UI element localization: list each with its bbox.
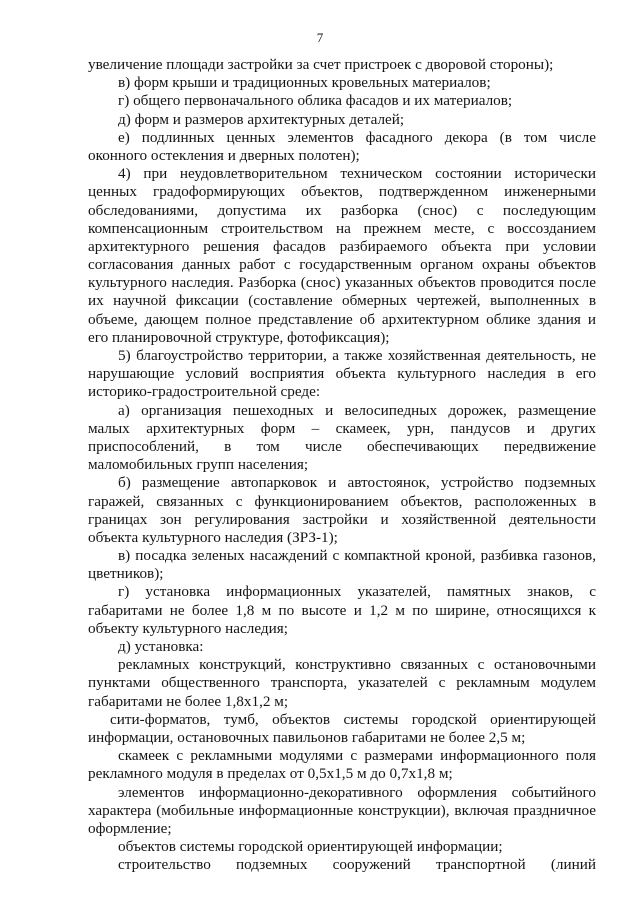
- text-line: информации, остановочных павильонов габаритами не более 2,5 м;: [88, 728, 526, 746]
- text-line: г) общего первоначального облика фасадов и их материалов;: [118, 92, 513, 110]
- text-line: в) форм крыши и традиционных кровельных материалов;: [118, 74, 491, 92]
- page-number: 7: [316, 30, 324, 45]
- text-line: г) установка информационных указателей, памятных знаков, с: [118, 583, 596, 601]
- text-line: нарушающие условий восприятия объекта культурного наследия в его: [88, 365, 596, 383]
- text-line: строительство подземных сооружений транспортной (линий: [118, 856, 596, 874]
- text-line: скамеек с рекламными модулями с размерами информационного поля: [118, 747, 596, 765]
- text-line: сити-форматов, тумб, объектов системы городской ориентирующей: [110, 710, 596, 728]
- text-line: рекламных конструкций, конструктивно связанных с остановочными: [118, 656, 596, 674]
- text-line: б) размещение автопарковок и автостоянок, устройство подземных: [118, 474, 596, 492]
- text-line: д) установка:: [118, 638, 204, 655]
- text-line: объеме, дающем полное представление об архитектурном облике здания и: [88, 310, 596, 328]
- text-line: объекта культурного наследия (ЗРЗ-1);: [88, 528, 338, 546]
- text-line: рекламного модуля в пределах от 0,5х1,5 м до 0,7х1,8 м;: [88, 765, 453, 783]
- text-line: их научной фиксации (составление обмерных чертежей, выполненных в: [88, 292, 596, 310]
- text-line: объекту культурного наследия;: [88, 619, 288, 637]
- text-line: ценных градоформирующих объектов, подтвержденном инженерными: [88, 183, 596, 201]
- text-line: гаражей, связанных с функционированием объектов, расположенных в: [88, 492, 596, 510]
- text-line: характера (мобильные информационные конструкции), включая праздничное: [88, 801, 596, 819]
- text-line: компенсационным строительством на прежнем месте, с воссозданием: [88, 219, 596, 237]
- text-line: элементов информационно-декоративного оформления событийного: [118, 783, 596, 801]
- text-line: его планировочной структуре, фотофиксация);: [88, 328, 390, 346]
- text-line: согласования данных работ с государственным органом охраны объектов: [88, 256, 596, 274]
- text-line: обследованиями, допустима их разборка (снос) с последующим: [88, 201, 596, 219]
- text-line: пунктами общественного транспорта, указателей с рекламным модулем: [88, 674, 596, 692]
- text-line: оконного остекления и дверных полотен);: [88, 146, 360, 164]
- text-line: цветников);: [88, 565, 164, 583]
- text-line: культурного наследия. Разборка (снос) указанных объектов проводится после: [88, 274, 596, 292]
- text-line: границах зон регулирования застройки и хозяйственной деятельности: [88, 510, 596, 528]
- text-line: увеличение площади застройки за счет пристроек с дворовой стороны);: [88, 56, 554, 73]
- text-line: габаритами не более 1,8х1,2 м;: [88, 692, 289, 710]
- text-line: маломобильных групп населения;: [88, 456, 309, 474]
- text-line: а) организация пешеходных и велосипедных дорожек, размещение: [118, 401, 596, 419]
- text-line: малых архитектурных форм – скамеек, урн, пандусов и других: [88, 419, 596, 437]
- text-line: историко-градостроительной среде:: [88, 383, 321, 401]
- text-line: оформление;: [88, 819, 172, 837]
- text-line: д) форм и размеров архитектурных деталей;: [118, 110, 405, 128]
- text-line: габаритами не более 1,8 м по высоте и 1,2 м по ширине, относящихся к: [88, 601, 596, 619]
- text-line: 4) при неудовлетворительном техническом состоянии исторически: [118, 165, 596, 183]
- text-line: е) подлинных ценных элементов фасадного декора (в том числе: [118, 128, 596, 146]
- text-line: приспособлений, в том числе обеспечивающих передвижение: [88, 437, 596, 455]
- text-line: объектов системы городской ориентирующей информации;: [118, 838, 503, 856]
- text-line: в) посадка зеленых насаждений с компактной кроной, разбивка газонов,: [118, 547, 596, 565]
- text-line: архитектурного решения фасадов разбираемого объекта при условии: [88, 237, 596, 255]
- text-line: 5) благоустройство территории, а также хозяйственная деятельность, не: [118, 347, 596, 364]
- document-body: [88, 56, 596, 874]
